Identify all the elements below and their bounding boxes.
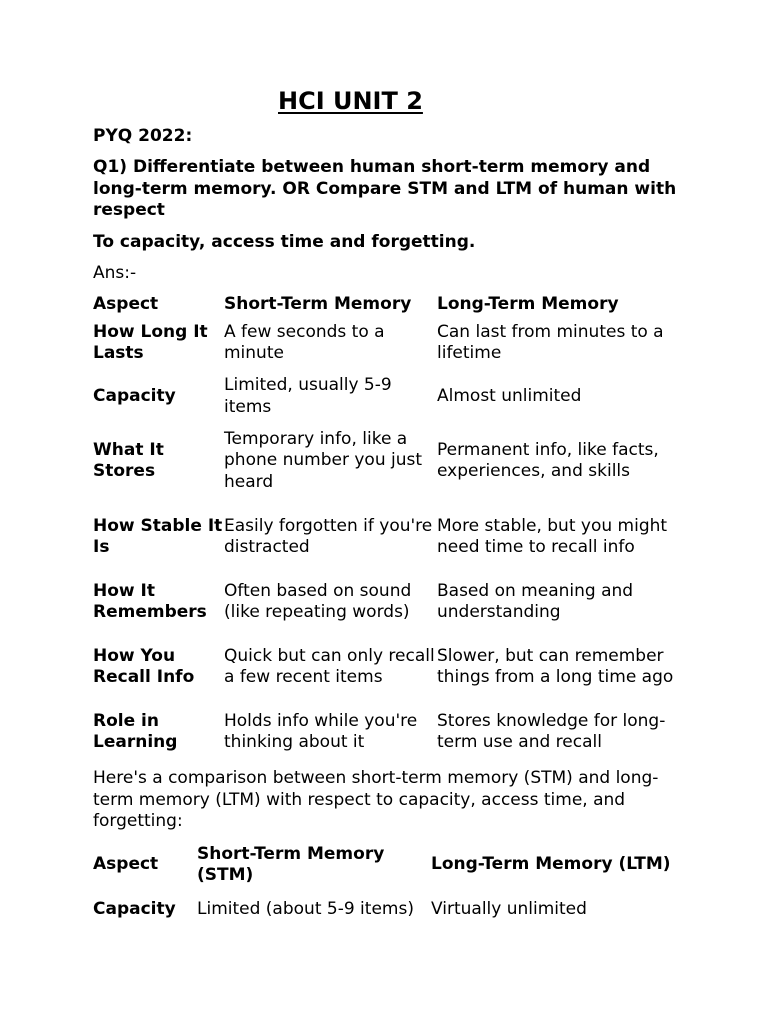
table-cell-stm: A few seconds to a minute <box>224 321 385 363</box>
table-row <box>93 370 683 423</box>
table-header-cell: Short-Term Memory (STM) <box>197 843 385 885</box>
table-cell-ltm: Slower, but can remember things from a long time ago <box>437 645 674 687</box>
table-cell-aspect: What It Stores <box>93 439 164 481</box>
table-cell-stm: Holds info while you're thinking about it <box>224 710 418 752</box>
answer-label: Ans:- <box>93 263 137 283</box>
table-cell-aspect: How It Remembers <box>93 580 207 622</box>
table-header-cell: Aspect <box>93 854 159 875</box>
table-cell-aspect: How Stable It Is <box>93 515 223 557</box>
table-row <box>93 887 677 932</box>
table-cell-ltm: More stable, but you might need time to recall info <box>437 515 668 557</box>
table-cell-stm: Limited, usually 5-9 items <box>224 375 392 417</box>
table-cell-stm: Temporary info, like a phone number you just heard <box>224 428 423 492</box>
memory-comparison-table <box>93 294 683 759</box>
table-header-row <box>93 294 683 316</box>
table-cell-stm: Limited (about 5-9 items) <box>197 898 414 919</box>
question-text-continued: To capacity, access time and forgetting. <box>93 232 476 252</box>
table-cell-ltm: Stores knowledge for long-term use and recall <box>437 710 666 752</box>
table-header-row <box>93 843 677 887</box>
table-row <box>93 575 683 629</box>
table-header-cell: Short-Term Memory <box>224 294 412 315</box>
summary-paragraph: Here's a comparison between short-term memory (STM) and long-term memory (LTM) with respect to capacity, access time, and forgetting: <box>93 768 659 831</box>
question-text: Q1) Differentiate between human short-term memory and long-term memory. OR Compare STM and LTM of human with respect <box>93 157 677 220</box>
table-cell-ltm: Can last from minutes to a lifetime <box>437 321 664 363</box>
table-cell-stm: Easily forgotten if you're distracted <box>224 515 433 557</box>
table-row <box>93 705 683 759</box>
page-title: HCI UNIT 2 <box>278 87 423 115</box>
table-header-cell: Long-Term Memory <box>437 294 619 315</box>
table-cell-ltm: Virtually unlimited <box>431 898 587 919</box>
table-cell-ltm: Almost unlimited <box>437 385 582 406</box>
table-cell-aspect: Capacity <box>93 385 176 406</box>
table-row <box>93 423 683 499</box>
table-cell-aspect: Role in Learning <box>93 710 178 752</box>
table-cell-aspect: Capacity <box>93 898 176 919</box>
table-cell-stm: Often based on sound (like repeating words) <box>224 580 412 622</box>
table-cell-aspect: How You Recall Info <box>93 645 195 687</box>
table-cell-ltm: Based on meaning and understanding <box>437 580 634 622</box>
stm-ltm-comparison-table <box>93 843 677 932</box>
table-header-cell: Long-Term Memory (LTM) <box>431 854 671 875</box>
table-row <box>93 316 683 370</box>
table-cell-ltm: Permanent info, like facts, experiences, and skills <box>437 439 659 481</box>
table-cell-stm: Quick but can only recall a few recent items <box>224 645 435 687</box>
table-row <box>93 629 683 705</box>
pyq-heading: PYQ 2022: <box>93 126 193 146</box>
table-header-cell: Aspect <box>93 294 159 315</box>
table-cell-aspect: How Long It Lasts <box>93 321 208 363</box>
table-row <box>93 499 683 575</box>
